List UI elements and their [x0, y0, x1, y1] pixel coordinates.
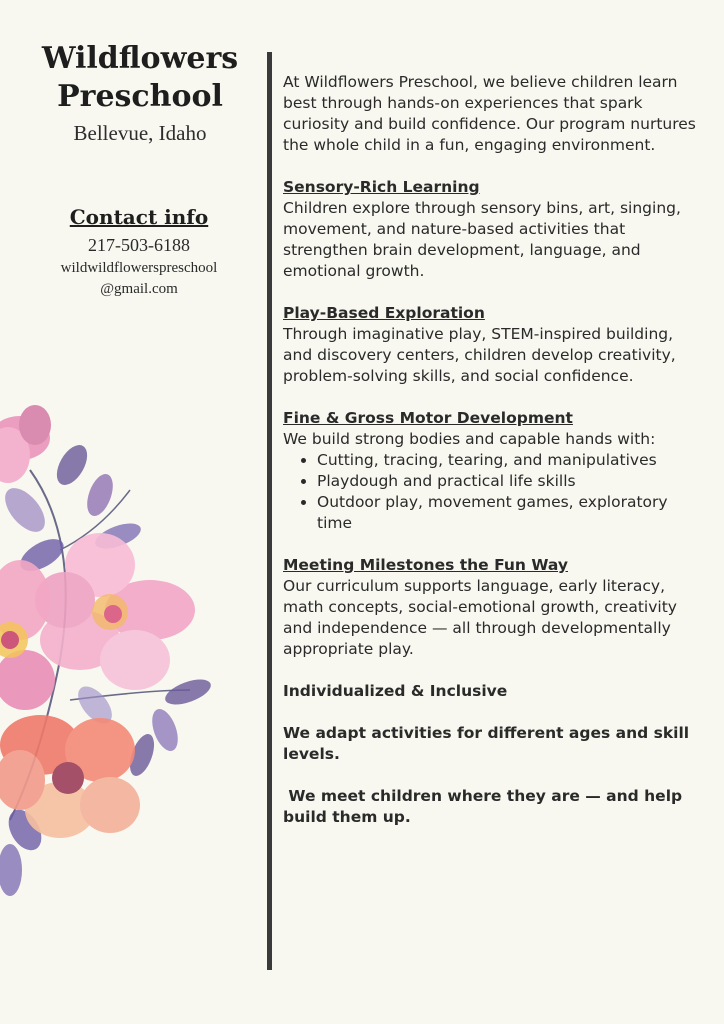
- main-content: [283, 72, 703, 828]
- list-item: • Cutting, tracing, tearing, and manipulatives: [317, 450, 703, 471]
- title-line-1: Wildflowers: [41, 41, 239, 76]
- title-line-2: Preschool: [57, 79, 223, 114]
- meet-statement: We meet children where they are — and help build them up.: [283, 787, 688, 826]
- leaf: [162, 674, 214, 709]
- section-body-play: Through imaginative play, STEM-inspired building, and discovery centers, children develop creativity, problem-solving skills, and social confidence.: [283, 325, 676, 385]
- section-heading-play: Play-Based Exploration: [283, 304, 485, 322]
- email-line-2: @gmail.com: [100, 281, 178, 297]
- leaf: [0, 844, 22, 896]
- motor-bullet-list: [283, 450, 703, 534]
- watercolor-flowers-illustration: [0, 400, 230, 920]
- section-body-motor: We build strong bodies and capable hands with:: [283, 430, 656, 448]
- flower-top: [0, 405, 51, 483]
- list-item: • Playdough and practical life skills: [317, 471, 703, 492]
- leaf: [0, 481, 52, 539]
- email-line-1: wildwildflowerspreschool: [60, 260, 218, 276]
- leaf: [51, 440, 94, 490]
- left-column: [0, 0, 270, 1024]
- vertical-divider: [267, 52, 272, 970]
- school-title: [0, 40, 280, 116]
- inclusive-heading: Individualized & Inclusive: [283, 682, 508, 700]
- list-item: • Outdoor play, movement games, exploratory time: [317, 492, 703, 534]
- school-location: Bellevue, Idaho: [73, 121, 207, 145]
- adapt-statement: We adapt activities for different ages and skill levels.: [283, 724, 690, 763]
- section-body-milestones: Our curriculum supports language, early literacy, math concepts, social-emotional growth, creativity and independence — all through developmentally appropriate play.: [283, 577, 677, 658]
- contact-heading: Contact info: [69, 205, 209, 229]
- section-heading-sensory: Sensory-Rich Learning: [283, 178, 480, 196]
- leaf: [82, 471, 118, 520]
- intro-paragraph: At Wildflowers Preschool, we believe children learn best through hands-on experiences that spark curiosity and build confidence. Our program nurtures the whole child in a fun, engaging environment.: [283, 73, 696, 154]
- section-heading-milestones: Meeting Milestones the Fun Way: [283, 556, 568, 574]
- section-body-sensory: Children explore through sensory bins, art, singing, movement, and nature-based activities that strengthen brain development, language, and emotional growth.: [283, 199, 681, 280]
- section-heading-motor: Fine & Gross Motor Development: [283, 409, 573, 427]
- phone-number: 217-503-6188: [88, 235, 190, 255]
